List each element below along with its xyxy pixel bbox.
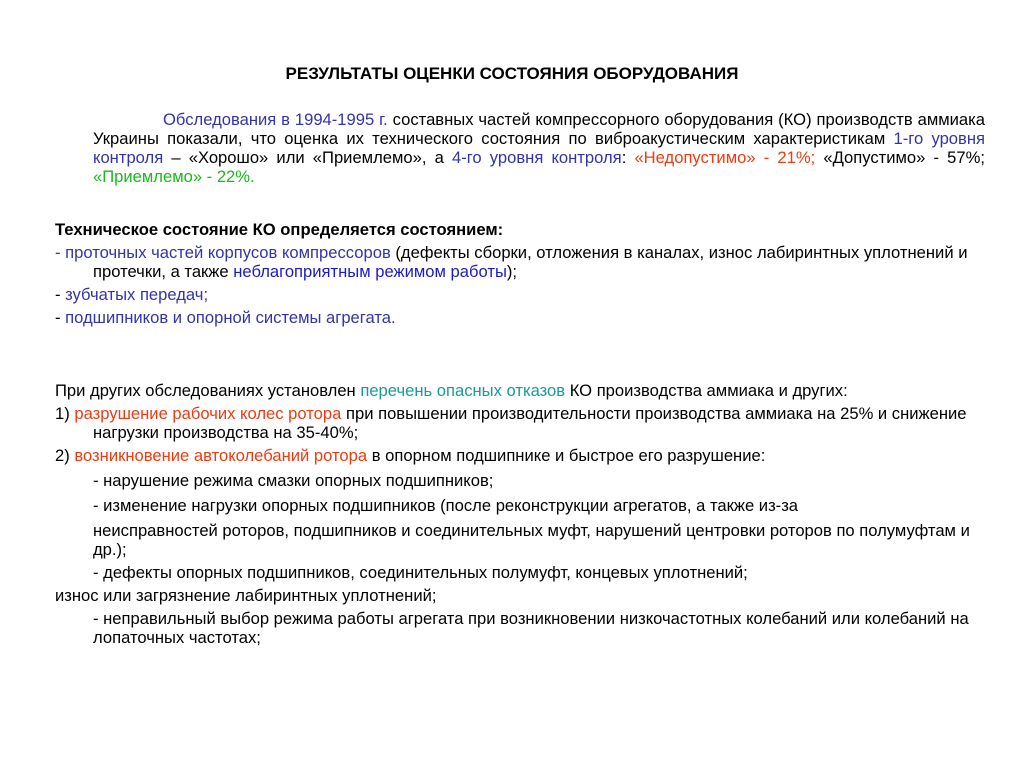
failure-1-text: при повышении производительности производства аммиака на 25% и снижение нагрузки производства на 35-40%; [93,404,967,442]
failures-list-label: перечень опасных отказов [360,381,566,400]
failure-2-number: 2) [55,446,75,465]
level-4-control: 4-го уровня контроля [451,148,622,167]
state-section [55,220,985,327]
bearings-dash: - [55,308,66,327]
failure-2-label: возникновение автоколебаний ротора [74,446,368,465]
bearings-label: подшипников и опорной системы агрегата. [65,308,396,327]
cause-wrong-mode: - неправильный выбор режима работы агрегата при возникновении низкочастотных колебаний или колебаний на лопаточных частотах; [93,609,969,647]
acceptable-share: «Приемлемо» - 22%. [93,167,255,186]
gears-label: зубчатых передач; [65,285,209,304]
failures-intro-end: КО производства аммиака и других: [565,381,848,400]
failure-1-number: 1) [55,404,75,423]
cause-malfunctions: неисправностей роторов, подшипников и соединительных муфт, нарушений центровки роторов по полумуфтам и др.); [93,521,970,559]
failure-2-text: в опорном подшипнике и быстрое его разрушение: [367,446,766,465]
flow-parts-label: - проточных частей корпусов компрессоров [55,243,391,262]
state-item-bearings [55,308,985,327]
intro-text-1: составных частей компрессорного оборудования (КО) производств аммиака Украины показали, что оценка их технического состояния по виброакустическим характеристикам [93,110,985,148]
intro-colon: : [621,148,635,167]
other-section [55,381,985,647]
survey-years: Обследования в 1994-1995 г. [163,110,388,129]
level-1-control: 1-го уровня контроля [93,129,985,167]
gears-dash: - [55,285,66,304]
slide-title: РЕЗУЛЬТАТЫ ОЦЕНКИ СОСТОЯНИЯ ОБОРУДОВАНИЯ [285,64,739,83]
cause-lubrication: - нарушение режима смазки опорных подшипников; [93,471,494,490]
failure-item-1 [55,404,985,442]
adverse-mode-label: неблагоприятным режимом работы [233,262,507,281]
cause-load-change: - изменение нагрузки опорных подшипников (после реконструкции агрегатов, а также из-за [93,496,799,515]
failures-intro [55,381,985,400]
failure-1-label: разрушение рабочих колес ротора [74,404,342,423]
state-item-flow-parts [55,243,985,281]
intro-text-2: – «Хорошо» или «Приемлемо», а [163,148,452,167]
permissible-share: «Допустимо» - 57%; [815,148,985,167]
cause-seal-wear: износ или загрязнение лабиринтных уплотнений; [55,586,437,605]
failures-intro-text: При других обследованиях установлен [55,381,361,400]
flow-parts-end: ); [506,262,518,281]
state-heading: Техническое состояние КО определяется состоянием: [55,220,504,239]
cause-bearing-defects: - дефекты опорных подшипников, соединительных полумуфт, концевых уплотнений; [93,563,748,582]
unacceptable-share: «Недопустимо» - 21%; [634,148,816,167]
intro-paragraph [93,110,985,186]
flow-parts-text: (дефекты сборки, отложения в каналах, износ лабиринтных уплотнений и протечки, а также [93,243,968,281]
failure-item-2 [55,446,985,465]
state-item-gears [55,285,985,304]
